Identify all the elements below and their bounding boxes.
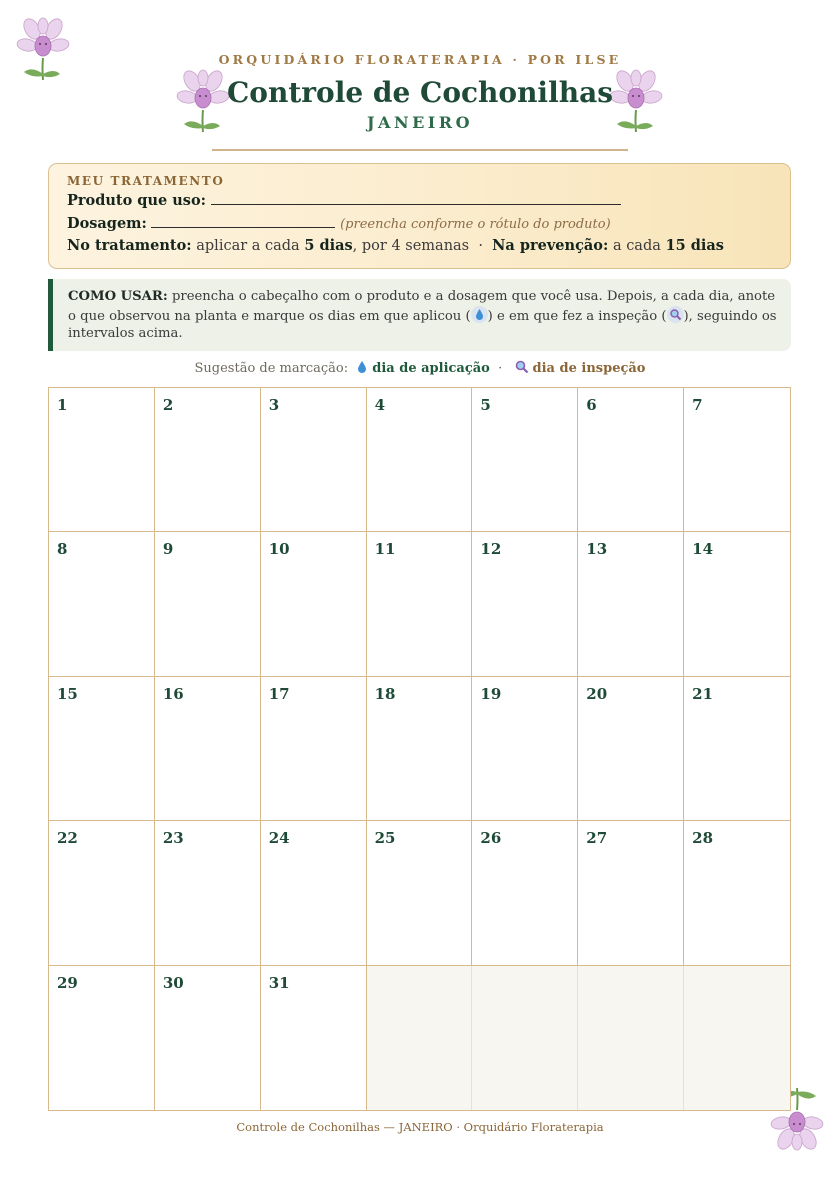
day-cell[interactable] — [49, 821, 155, 965]
day-cell[interactable] — [472, 532, 578, 676]
header-divider — [212, 149, 628, 151]
day-number: 29 — [57, 973, 78, 992]
day-number: 23 — [162, 829, 184, 848]
day-number: 30 — [162, 973, 184, 992]
legend-inspection: dia de inspeção — [532, 361, 646, 376]
day-cell[interactable] — [155, 388, 261, 532]
product-label: Produto que uso: — [67, 192, 206, 209]
day-number: 21 — [692, 684, 714, 703]
day-number: 24 — [268, 829, 290, 848]
how-to-label: COMO USAR: — [68, 289, 168, 304]
day-cell[interactable] — [578, 821, 684, 965]
day-cell[interactable] — [155, 966, 261, 1110]
day-number: 5 — [480, 396, 491, 414]
how-to-text-3: ), seguindo os intervalos acima. — [68, 308, 777, 341]
day-number: 19 — [480, 684, 502, 703]
product-row — [67, 192, 621, 209]
prevention-days: 15 dias — [665, 237, 724, 254]
day-cell[interactable] — [49, 966, 155, 1110]
day-cell[interactable] — [472, 821, 578, 965]
day-number: 25 — [374, 829, 396, 848]
page-footer: Controle de Cochonilhas — JANEIRO · Orquidário Floraterapia — [236, 1120, 604, 1134]
how-to-text-1: preencha o cabeçalho com o produto e a dosagem que você usa. Depois, a cada dia, anote o que observou na planta e marque os dias em que aplicou ( — [68, 289, 776, 324]
day-cell[interactable] — [367, 677, 473, 821]
treatment-box — [48, 163, 791, 269]
day-cell[interactable] — [684, 677, 790, 821]
day-number: 7 — [692, 396, 703, 414]
day-cell[interactable] — [367, 821, 473, 965]
day-cell[interactable] — [49, 677, 155, 821]
day-cell[interactable] — [261, 821, 367, 965]
schedule-row — [67, 237, 724, 254]
day-cell[interactable] — [261, 677, 367, 821]
day-number: 11 — [374, 540, 396, 559]
orchid-icon — [16, 16, 70, 84]
product-field[interactable] — [211, 193, 621, 205]
day-cell[interactable] — [155, 532, 261, 676]
how-to-use-box — [48, 279, 791, 351]
day-cell[interactable] — [578, 532, 684, 676]
legend-separator: · — [498, 361, 503, 376]
dosage-label: Dosagem: — [67, 215, 147, 232]
day-number: 2 — [162, 396, 174, 414]
day-cell[interactable] — [472, 388, 578, 532]
day-cell[interactable] — [684, 388, 790, 532]
day-cell[interactable] — [367, 388, 473, 532]
day-cell[interactable] — [261, 966, 367, 1110]
day-cell[interactable] — [684, 821, 790, 965]
day-number: 31 — [268, 973, 290, 992]
marking-legend — [0, 360, 840, 376]
day-number: 14 — [692, 540, 714, 559]
day-number: 18 — [374, 684, 396, 703]
schedule-separator: · — [478, 238, 483, 254]
day-cell[interactable] — [261, 388, 367, 532]
calendar-grid — [48, 387, 791, 1111]
day-cell[interactable] — [578, 388, 684, 532]
treatment-text-1: aplicar a cada — [196, 238, 300, 254]
day-number: 12 — [480, 540, 502, 559]
month-subtitle: JANEIRO — [366, 113, 474, 132]
day-cell[interactable] — [367, 532, 473, 676]
day-cell[interactable] — [155, 821, 261, 965]
magnifier-icon — [515, 360, 529, 374]
brand-kicker: ORQUIDÁRIO FLORATERAPIA · POR ILSE — [218, 52, 622, 67]
legend-prefix: Sugestão de marcação: — [194, 361, 349, 376]
treatment-label: No tratamento: — [67, 237, 192, 254]
magnifier-icon — [667, 306, 684, 323]
day-cell[interactable] — [49, 532, 155, 676]
page-title: Controle de Cochonilhas — [227, 76, 613, 109]
water-drop-icon — [471, 306, 488, 323]
day-number: 3 — [268, 396, 280, 414]
prevention-label: Na prevenção: — [492, 237, 609, 254]
day-number: 1 — [57, 396, 68, 414]
day-number: 13 — [586, 540, 608, 559]
day-number: 15 — [57, 684, 78, 703]
empty-cell — [578, 966, 684, 1110]
empty-cell — [472, 966, 578, 1110]
day-number: 27 — [586, 829, 608, 848]
day-number: 4 — [374, 396, 385, 414]
empty-cell — [367, 966, 473, 1110]
day-cell[interactable] — [49, 388, 155, 532]
empty-cell — [684, 966, 790, 1110]
day-number: 17 — [268, 684, 290, 703]
dosage-field[interactable] — [151, 216, 335, 228]
day-number: 22 — [57, 829, 78, 848]
day-number: 10 — [268, 540, 290, 559]
day-number: 20 — [586, 684, 608, 703]
how-to-text-2: ) e em que fez a inspeção ( — [487, 308, 667, 324]
day-cell[interactable] — [472, 677, 578, 821]
prevention-text: a cada — [612, 238, 661, 254]
water-drop-icon — [356, 360, 368, 374]
day-cell[interactable] — [261, 532, 367, 676]
day-number: 9 — [162, 540, 174, 559]
day-number: 8 — [57, 540, 68, 559]
day-number: 6 — [586, 396, 597, 414]
dosage-row — [67, 215, 611, 232]
treatment-heading: MEU TRATAMENTO — [67, 174, 225, 188]
day-number: 28 — [692, 829, 714, 848]
treatment-text-2: , por 4 semanas — [352, 238, 470, 254]
legend-application: dia de aplicação — [372, 361, 490, 376]
day-cell[interactable] — [684, 532, 790, 676]
dosage-hint: (preencha conforme o rótulo do produto) — [340, 217, 611, 232]
day-number: 26 — [480, 829, 502, 848]
day-cell[interactable] — [578, 677, 684, 821]
treatment-days: 5 dias — [304, 237, 353, 254]
day-cell[interactable] — [155, 677, 261, 821]
day-number: 16 — [162, 684, 184, 703]
